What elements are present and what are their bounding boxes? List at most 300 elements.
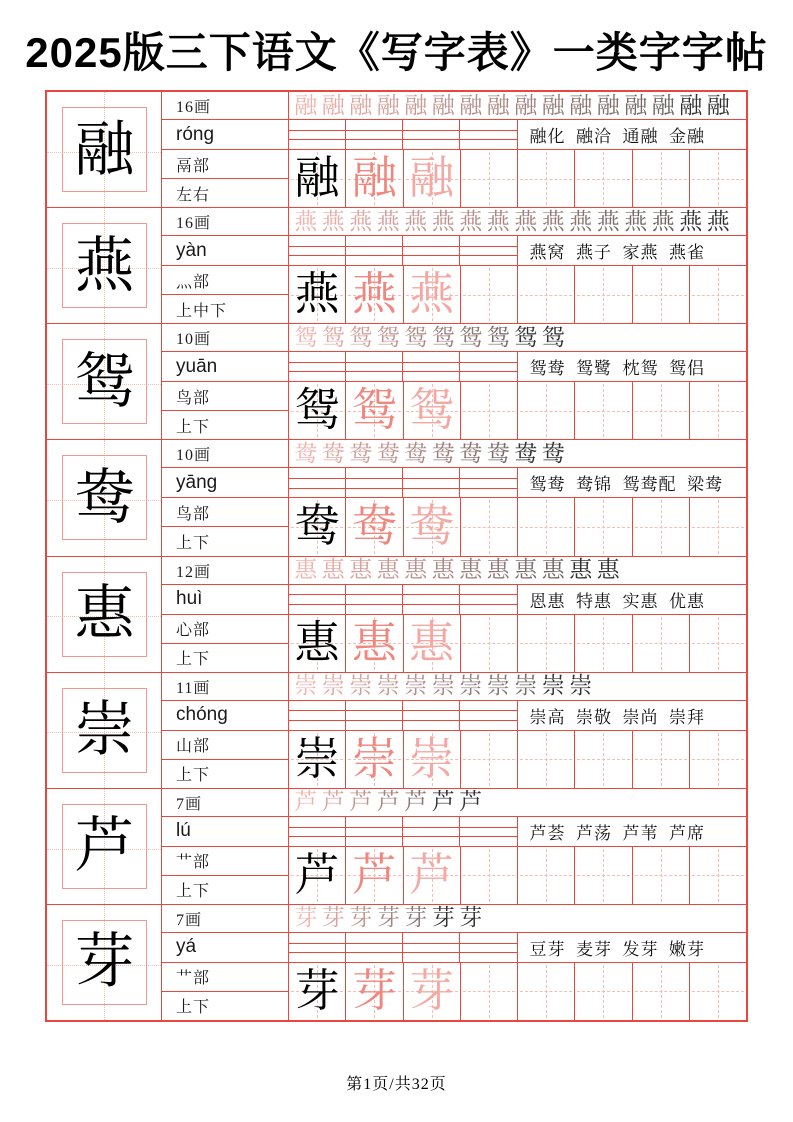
stroke-order-glyph: 崇: [514, 673, 538, 699]
stroke-order-glyph: 芽: [376, 905, 400, 931]
pinyin-grid-cell: [403, 352, 460, 381]
pinyin: lú: [162, 817, 288, 847]
practice-cell: [633, 731, 690, 788]
practice-cell: [575, 498, 632, 555]
pinyin-grid-cell: [403, 120, 460, 149]
stroke-order-glyph: 惠: [321, 557, 345, 582]
stroke-order-glyph: 芦: [294, 789, 318, 815]
char-row: [47, 673, 746, 789]
stroke-order-strip: [289, 92, 746, 120]
practice-cell: [575, 382, 632, 439]
practice-cell: [633, 847, 690, 904]
stroke-order-glyph: 惠: [459, 557, 483, 582]
practice-column: [289, 92, 746, 207]
stroke-order-glyph: 融: [624, 92, 648, 118]
stroke-order-glyph: 融: [459, 92, 483, 118]
pinyin: yāng: [162, 468, 288, 498]
pinyin-grid-cell: [289, 120, 346, 149]
stroke-order-glyph: 惠: [541, 557, 565, 582]
practice-cell: [690, 615, 746, 672]
stroke-order-glyph: 鸯: [349, 440, 373, 466]
stroke-order-glyph: 崇: [349, 673, 373, 699]
stroke-order-glyph: 融: [651, 92, 675, 118]
middle-strip: [289, 468, 746, 498]
stroke-order-glyph: 芦: [404, 789, 428, 815]
pinyin-grid-cell: [460, 120, 517, 149]
vocabulary-words: 鸳鸯 鸳鹭 枕鸳 鸳侣: [529, 359, 705, 379]
example-char-cell: [289, 266, 346, 323]
practice-cell: [690, 150, 746, 207]
example-char: 燕: [294, 269, 340, 320]
practice-cell: [461, 382, 518, 439]
stroke-order-glyph: 燕: [541, 208, 565, 234]
practice-column: [289, 905, 746, 1020]
stroke-count: 10画: [162, 324, 288, 352]
big-char-cell: [47, 557, 162, 672]
big-char: 芦: [74, 813, 135, 880]
stroke-order-strip: [289, 789, 746, 817]
big-char-cell: [47, 440, 162, 555]
big-char-cell: [47, 789, 162, 904]
stroke-order-glyph: 鸳: [486, 324, 510, 350]
pinyin-grid-cell: [403, 701, 460, 730]
stroke-order-glyph: 燕: [514, 208, 538, 234]
stroke-order-glyph: 崇: [294, 673, 318, 699]
big-char-cell: [47, 92, 162, 207]
trace-char-cell: [404, 963, 461, 1020]
trace-char-cell: [404, 150, 461, 207]
stroke-order-glyph: 融: [376, 92, 400, 118]
practice-cell: [690, 382, 746, 439]
practice-cell: [633, 150, 690, 207]
practice-cell: [518, 731, 575, 788]
stroke-order-glyph: 鸳: [431, 324, 455, 350]
example-char-cell: [289, 963, 346, 1020]
pinyin-grid-cell: [460, 701, 517, 730]
pinyin-grid-cell: [289, 585, 346, 614]
pinyin-grid-cell: [460, 933, 517, 962]
practice-column: [289, 673, 746, 788]
practice-cell: [461, 963, 518, 1020]
stroke-order-glyph: 燕: [431, 208, 455, 234]
radical: 艹部: [162, 847, 288, 876]
char-row: [47, 208, 746, 324]
trace-char: 惠: [409, 617, 455, 668]
stroke-order-glyph: 崇: [321, 673, 345, 699]
stroke-order-glyph: 惠: [514, 557, 538, 582]
practice-cell: [690, 847, 746, 904]
stroke-order-glyph: 燕: [624, 208, 648, 234]
char-row: [47, 557, 746, 673]
radical: 艹部: [162, 963, 288, 992]
pinyin-grid-cell: [289, 817, 346, 846]
stroke-order-glyph: 鸯: [514, 440, 538, 466]
stroke-order-glyph: 燕: [294, 208, 318, 234]
stroke-order-glyph: 融: [349, 92, 373, 118]
big-char-box: [62, 688, 147, 773]
stroke-count: 10画: [162, 440, 288, 468]
pinyin-grid-cell: [346, 236, 403, 265]
stroke-order-strip: [289, 208, 746, 236]
vocabulary-words: 芦荟 芦荡 芦苇 芦席: [529, 823, 705, 843]
big-char-box: [62, 455, 147, 540]
practice-strip: [289, 731, 746, 788]
char-row: [47, 905, 746, 1020]
trace-char: 芽: [351, 965, 397, 1016]
big-char-box: [62, 339, 147, 424]
stroke-count: 16画: [162, 208, 288, 236]
practice-cell: [518, 382, 575, 439]
pinyin-grid-cell: [346, 933, 403, 962]
stroke-order-glyph: 鸳: [349, 324, 373, 350]
char-info-column: [162, 905, 289, 1020]
stroke-order-glyph: 惠: [404, 557, 428, 582]
stroke-order-glyph: 燕: [376, 208, 400, 234]
pinyin-grid-cell: [403, 817, 460, 846]
pinyin-grid-cell: [346, 585, 403, 614]
big-char: 惠: [74, 581, 135, 647]
radical: 灬部: [162, 266, 288, 295]
vocabulary-words: 燕窝 燕子 家燕 燕雀: [529, 243, 705, 263]
pinyin-grid-cell: [346, 817, 403, 846]
char-row: [47, 789, 746, 905]
pinyin-grid-cell: [289, 933, 346, 962]
big-char-box: [62, 107, 147, 192]
practice-cell: [518, 615, 575, 672]
practice-cell: [518, 266, 575, 323]
pinyin-writing-grid: [289, 468, 518, 497]
practice-cell: [461, 615, 518, 672]
stroke-count: 7画: [162, 905, 288, 933]
vocabulary-words: 恩惠 特惠 实惠 优惠: [529, 591, 705, 611]
radical: 心部: [162, 615, 288, 644]
big-char: 芽: [74, 929, 135, 996]
radical: 鸟部: [162, 498, 288, 527]
practice-strip: [289, 150, 746, 207]
pinyin-writing-grid: [289, 701, 518, 730]
vocabulary-words: 豆芽 麦芽 发芽 嫩芽: [529, 939, 705, 959]
stroke-order-glyph: 鸯: [431, 440, 455, 466]
stroke-order-glyph: 融: [569, 92, 593, 118]
stroke-order-glyph: 芦: [349, 789, 373, 815]
big-char: 崇: [74, 697, 135, 764]
stroke-count: 11画: [162, 673, 288, 701]
structure: 上下: [176, 883, 211, 901]
stroke-order-glyph: 燕: [596, 208, 620, 234]
stroke-order-glyph: 鸯: [541, 440, 565, 466]
pinyin: huì: [162, 585, 288, 615]
stroke-order-glyph: 芦: [431, 789, 455, 815]
pinyin: yuān: [162, 352, 288, 382]
big-char-box: [62, 920, 147, 1005]
stroke-order-glyph: 崇: [459, 673, 483, 699]
big-char-cell: [47, 905, 162, 1020]
stroke-order-glyph: 燕: [321, 208, 345, 234]
example-char: 融: [294, 153, 340, 204]
practice-column: [289, 789, 746, 904]
practice-strip: [289, 382, 746, 439]
stroke-order-glyph: 鸯: [486, 440, 510, 466]
radical: 鬲部: [162, 150, 288, 179]
stroke-order-glyph: 鸯: [404, 440, 428, 466]
trace-char: 鸯: [351, 501, 397, 552]
practice-cell: [633, 266, 690, 323]
practice-cell: [575, 615, 632, 672]
stroke-order-glyph: 鸳: [294, 324, 318, 350]
middle-strip: [289, 352, 746, 382]
trace-char-cell: [404, 498, 461, 555]
stroke-order-strip: [289, 324, 746, 352]
pinyin-grid-cell: [289, 236, 346, 265]
structure: 上下: [176, 767, 211, 785]
pinyin-grid-cell: [403, 933, 460, 962]
pinyin-grid-cell: [460, 817, 517, 846]
big-char: 鸯: [74, 464, 135, 531]
practice-cell: [575, 731, 632, 788]
stroke-order-glyph: 惠: [569, 557, 593, 582]
trace-char-cell: [404, 615, 461, 672]
stroke-count: 16画: [162, 92, 288, 120]
stroke-order-glyph: 鸳: [459, 324, 483, 350]
char-table: [45, 90, 748, 1022]
stroke-order-glyph: 融: [404, 92, 428, 118]
trace-char-cell: [346, 963, 403, 1020]
vocabulary-words: 崇高 崇敬 崇尚 崇拜: [529, 707, 705, 727]
trace-char: 鸳: [409, 385, 455, 436]
stroke-order-glyph: 惠: [349, 557, 373, 582]
stroke-order-glyph: 鸳: [514, 324, 538, 350]
char-info-column: [162, 673, 289, 788]
char-info-column: [162, 789, 289, 904]
stroke-order-glyph: 崇: [404, 673, 428, 699]
stroke-count: 12画: [162, 557, 288, 585]
practice-cell: [461, 847, 518, 904]
stroke-order-strip: [289, 557, 746, 585]
trace-char: 鸯: [409, 501, 455, 552]
pinyin: róng: [162, 120, 288, 150]
pinyin-grid-cell: [346, 120, 403, 149]
example-char-cell: [289, 615, 346, 672]
practice-cell: [633, 382, 690, 439]
stroke-order-strip: [289, 673, 746, 701]
pinyin-grid-cell: [346, 701, 403, 730]
stroke-order-glyph: 惠: [596, 557, 620, 582]
stroke-count: 7画: [162, 789, 288, 817]
example-char: 鸯: [294, 501, 340, 552]
pinyin-writing-grid: [289, 352, 518, 381]
stroke-order-glyph: 芽: [404, 905, 428, 931]
pinyin-grid-cell: [403, 468, 460, 497]
big-char-box: [62, 572, 147, 657]
stroke-order-glyph: 芽: [294, 905, 318, 931]
big-char-cell: [47, 324, 162, 439]
stroke-order-glyph: 鸯: [321, 440, 345, 466]
radical: 鸟部: [162, 382, 288, 411]
pinyin-grid-cell: [460, 352, 517, 381]
practice-cell: [690, 498, 746, 555]
practice-cell: [575, 150, 632, 207]
char-info-column: [162, 557, 289, 672]
middle-strip: [289, 585, 746, 615]
stroke-order-glyph: 崇: [486, 673, 510, 699]
practice-cell: [518, 963, 575, 1020]
practice-column: [289, 557, 746, 672]
stroke-order-glyph: 芽: [459, 905, 483, 931]
pinyin-writing-grid: [289, 120, 518, 149]
trace-char-cell: [404, 731, 461, 788]
trace-char: 融: [409, 153, 455, 204]
stroke-order-glyph: 鸳: [376, 324, 400, 350]
stroke-order-glyph: 芦: [376, 789, 400, 815]
stroke-order-glyph: 融: [541, 92, 565, 118]
page-title: 2025版三下语文《写字表》一类字字帖: [25, 29, 768, 76]
pinyin-grid-cell: [346, 352, 403, 381]
example-char-cell: [289, 731, 346, 788]
structure: 上下: [176, 999, 211, 1017]
trace-char-cell: [346, 615, 403, 672]
practice-column: [289, 324, 746, 439]
stroke-order-glyph: 燕: [706, 208, 730, 234]
stroke-order-glyph: 惠: [294, 557, 318, 582]
trace-char: 鸳: [351, 385, 397, 436]
big-char-box: [62, 804, 147, 889]
pinyin-writing-grid: [289, 585, 518, 614]
char-row: [47, 92, 746, 208]
practice-cell: [575, 266, 632, 323]
example-char: 芦: [294, 849, 340, 900]
practice-cell: [461, 731, 518, 788]
vocabulary-words: 鸳鸯 鸯锦 鸳鸯配 梁鸯: [529, 475, 723, 495]
pinyin-grid-cell: [460, 468, 517, 497]
stroke-order-glyph: 芦: [321, 789, 345, 815]
practice-cell: [633, 963, 690, 1020]
stroke-order-glyph: 芽: [349, 905, 373, 931]
trace-char-cell: [346, 266, 403, 323]
example-char-cell: [289, 498, 346, 555]
stroke-order-glyph: 鸳: [321, 324, 345, 350]
trace-char: 崇: [351, 733, 397, 784]
trace-char: 惠: [351, 617, 397, 668]
stroke-order-glyph: 融: [596, 92, 620, 118]
practice-cell: [518, 150, 575, 207]
stroke-order-glyph: 崇: [569, 673, 593, 699]
trace-char-cell: [404, 382, 461, 439]
example-char: 芽: [294, 965, 340, 1016]
trace-char-cell: [404, 266, 461, 323]
example-char: 鸳: [294, 385, 340, 436]
char-row: [47, 440, 746, 556]
example-char: 崇: [294, 733, 340, 784]
practice-column: [289, 440, 746, 555]
practice-cell: [633, 615, 690, 672]
practice-cell: [633, 498, 690, 555]
stroke-order-glyph: 燕: [459, 208, 483, 234]
middle-strip: [289, 817, 746, 847]
char-row: [47, 324, 746, 440]
stroke-order-glyph: 芽: [321, 905, 345, 931]
practice-column: [289, 208, 746, 323]
pinyin: chóng: [162, 701, 288, 731]
trace-char: 芽: [409, 965, 455, 1016]
vocabulary-words: 融化 融洽 通融 金融: [529, 127, 705, 146]
stroke-order-glyph: 燕: [486, 208, 510, 234]
practice-strip: [289, 963, 746, 1020]
trace-char-cell: [404, 847, 461, 904]
pinyin-grid-cell: [346, 468, 403, 497]
practice-cell: [690, 963, 746, 1020]
stroke-order-glyph: 鸳: [404, 324, 428, 350]
trace-char-cell: [346, 731, 403, 788]
page-footer: 第1页/共32页: [346, 1076, 447, 1093]
stroke-order-strip: [289, 905, 746, 933]
practice-cell: [461, 150, 518, 207]
middle-strip: [289, 701, 746, 731]
stroke-order-glyph: 鸳: [541, 324, 565, 350]
practice-cell: [461, 498, 518, 555]
stroke-order-glyph: 鸯: [376, 440, 400, 466]
stroke-order-glyph: 惠: [486, 557, 510, 582]
char-info-column: [162, 324, 289, 439]
practice-cell: [575, 847, 632, 904]
char-info-column: [162, 440, 289, 555]
big-char: 鸳: [74, 348, 135, 415]
practice-strip: [289, 498, 746, 555]
trace-char: 芦: [351, 849, 397, 900]
pinyin: yàn: [162, 236, 288, 266]
pinyin-grid-cell: [403, 585, 460, 614]
trace-char: 燕: [409, 269, 455, 320]
structure: 上中下: [176, 302, 228, 320]
stroke-order-glyph: 燕: [404, 208, 428, 234]
stroke-order-glyph: 崇: [431, 673, 455, 699]
trace-char-cell: [346, 382, 403, 439]
stroke-order-glyph: 燕: [349, 208, 373, 234]
practice-cell: [518, 847, 575, 904]
pinyin-grid-cell: [460, 236, 517, 265]
char-info-column: [162, 208, 289, 323]
stroke-order-glyph: 崇: [541, 673, 565, 699]
pinyin: yá: [162, 933, 288, 963]
trace-char: 芦: [409, 849, 455, 900]
stroke-order-glyph: 鸯: [459, 440, 483, 466]
stroke-order-strip: [289, 440, 746, 468]
stroke-order-glyph: 融: [706, 92, 730, 118]
practice-strip: [289, 266, 746, 323]
practice-cell: [575, 963, 632, 1020]
stroke-order-glyph: 崇: [376, 673, 400, 699]
stroke-order-glyph: 融: [679, 92, 703, 118]
pinyin-grid-cell: [289, 468, 346, 497]
example-char-cell: [289, 847, 346, 904]
middle-strip: [289, 933, 746, 963]
big-char: 燕: [74, 232, 135, 299]
pinyin-grid-cell: [289, 352, 346, 381]
middle-strip: [289, 120, 746, 150]
practice-cell: [518, 498, 575, 555]
stroke-order-glyph: 融: [294, 92, 318, 118]
practice-cell: [461, 266, 518, 323]
trace-char-cell: [346, 498, 403, 555]
pinyin-grid-cell: [403, 236, 460, 265]
structure: 上下: [176, 418, 211, 436]
trace-char-cell: [346, 847, 403, 904]
middle-strip: [289, 236, 746, 266]
stroke-order-glyph: 惠: [376, 557, 400, 582]
stroke-order-glyph: 燕: [569, 208, 593, 234]
pinyin-writing-grid: [289, 236, 518, 265]
practice-cell: [690, 731, 746, 788]
big-char-box: [62, 223, 147, 308]
